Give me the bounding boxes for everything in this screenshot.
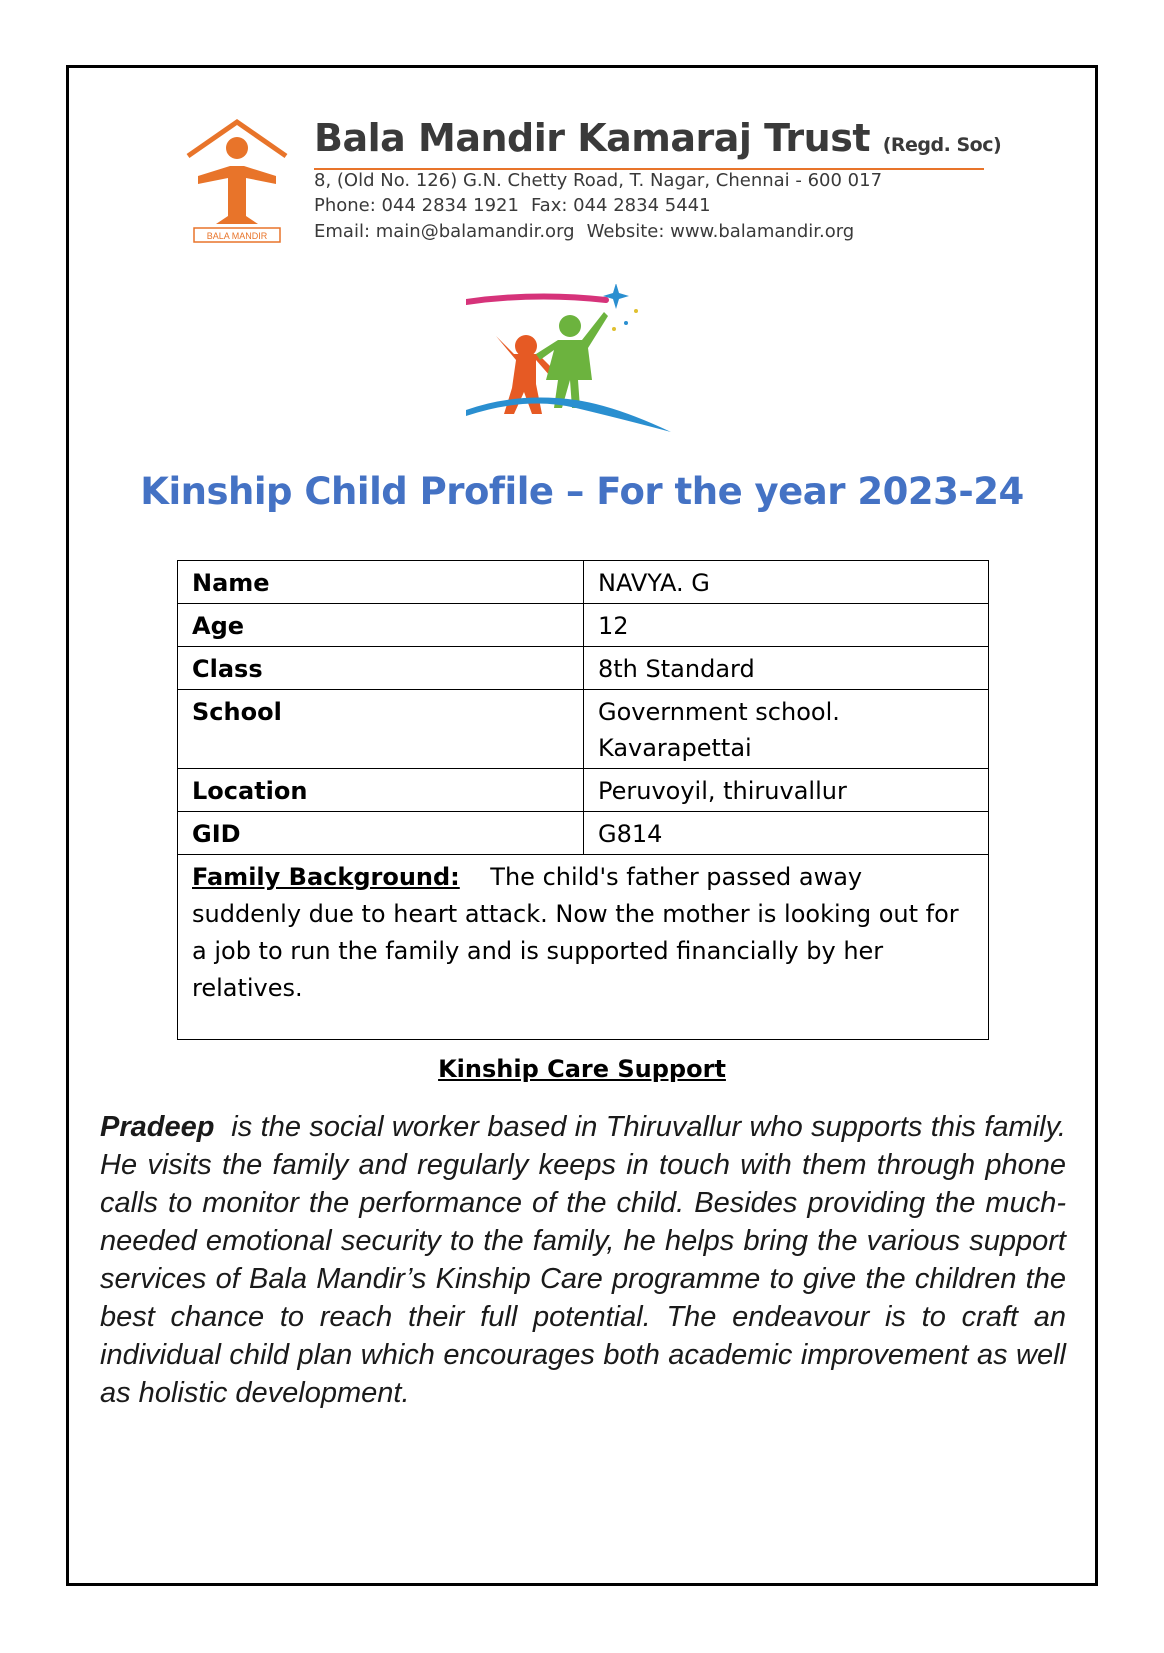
- org-web-line: [314, 221, 854, 242]
- family-background-text: The child's father passed away suddenly due to heart attack. Now the mother is looking out for a job to run the family and is supported financially by her relatives.: [192, 863, 959, 1002]
- org-name-text: Bala Mandir Kamaraj Trust: [314, 116, 870, 160]
- page-title: Kinship Child Profile – For the year 2023-24: [140, 470, 1024, 513]
- bala-mandir-logo: [184, 118, 290, 248]
- table-row: [178, 690, 989, 769]
- age-value: 12: [584, 604, 989, 647]
- profile-table: [177, 560, 989, 1040]
- table-row: [178, 647, 989, 690]
- location-value: Peruvoyil, thiruvallur: [584, 769, 989, 812]
- name-value: NAVYA. G: [584, 561, 989, 604]
- family-background-cell: [178, 855, 989, 1040]
- org-name: [314, 116, 1001, 160]
- gid-label: GID: [178, 812, 584, 855]
- support-paragraph: [100, 1108, 1066, 1412]
- gid-value: G814: [584, 812, 989, 855]
- org-regd: (Regd. Soc): [882, 134, 1002, 156]
- name-label: Name: [178, 561, 584, 604]
- support-heading: Kinship Care Support: [438, 1055, 726, 1083]
- table-row: [178, 561, 989, 604]
- location-label: Location: [178, 769, 584, 812]
- school-label: School: [178, 690, 584, 769]
- table-row: [178, 604, 989, 647]
- letterhead: [180, 112, 1010, 262]
- org-fax: Fax: 044 2834 5441: [530, 195, 711, 216]
- table-row: [178, 769, 989, 812]
- org-phone: Phone: 044 2834 1921: [314, 195, 519, 216]
- table-row: [178, 855, 989, 1040]
- logo-caption: BALA MANDIR: [206, 231, 268, 241]
- org-address: 8, (Old No. 126) G.N. Chetty Road, T. Nagar, Chennai - 600 017: [314, 170, 883, 191]
- table-row: [178, 812, 989, 855]
- class-label: Class: [178, 647, 584, 690]
- class-value: 8th Standard: [584, 647, 989, 690]
- org-website: Website: www.balamandir.org: [586, 221, 855, 242]
- family-background-label: Family Background:: [192, 863, 460, 891]
- support-text: is the social worker based in Thiruvallur who supports this family. He visits the family and regularly keeps in touch with them through phone calls to monitor the performance of the child. Besides providing the much-needed emotional security to the family, he helps bring the various support services of Bala Mandir’s Kinship Care programme to give the children the best chance to reach their full potential. The endeavour is to craft an individual child plan which encourages both academic improvement as well as holistic development.: [100, 1111, 1066, 1409]
- school-value: Government school. Kavarapettai: [584, 690, 989, 769]
- kinship-kids-logo: [466, 284, 696, 449]
- org-email: Email: main@balamandir.org: [314, 221, 575, 242]
- org-contact-line: [314, 195, 711, 216]
- social-worker-name: Pradeep: [100, 1111, 215, 1143]
- age-label: Age: [178, 604, 584, 647]
